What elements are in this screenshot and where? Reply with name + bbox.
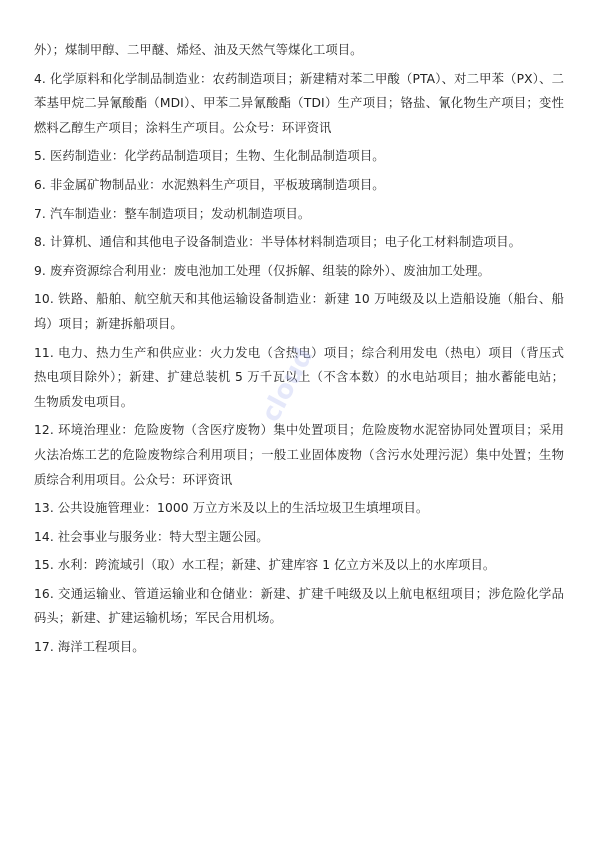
paragraph-item-4: 4. 化学原料和化学制品制造业：农药制造项目；新建精对苯二甲酸（PTA）、对二甲苯（PX）、二苯基甲烷二异氰酸酯（MDI）、甲苯二异氰酸酯（TDI）生产项目；铬盐、氰化物生产项目；变性燃料乙醇生产项目；涂料生产项目。公众号：环评资讯 bbox=[34, 71, 564, 135]
paragraph-item-7: 7. 汽车制造业：整车制造项目；发动机制造项目。 bbox=[34, 206, 311, 221]
paragraph-item-15: 15. 水利：跨流域引（取）水工程；新建、扩建库容 1 亿立方米及以上的水库项目。 bbox=[34, 558, 496, 573]
document-body bbox=[34, 38, 564, 660]
paragraph-item-9: 9. 废弃资源综合利用业：废电池加工处理（仅拆解、组装的除外）、废油加工处理。 bbox=[34, 263, 491, 278]
paragraph-item-16: 16. 交通运输业、管道运输业和仓储业：新建、扩建千吨级及以上航电枢纽项目；涉危险化学品码头；新建、扩建运输机场；军民合用机场。 bbox=[34, 586, 564, 626]
paragraph-item-13: 13. 公共设施管理业：1000 万立方米及以上的生活垃圾卫生填埋项目。 bbox=[34, 501, 429, 516]
paragraph-item-10: 10. 铁路、船舶、航空航天和其他运输设备制造业：新建 10 万吨级及以上造船设施（船台、船坞）项目；新建拆船项目。 bbox=[34, 292, 564, 331]
paragraph-item-17: 17. 海洋工程项目。 bbox=[34, 640, 145, 655]
paragraph-coal-chemical: 外）；煤制甲醇、二甲醚、烯烃、油及天然气等煤化工项目。 bbox=[34, 43, 363, 57]
paragraph-item-6: 6. 非金属矿物制品业：水泥熟料生产项目，平板玻璃制造项目。 bbox=[34, 177, 385, 192]
paragraph-item-14: 14. 社会事业与服务业：特大型主题公园。 bbox=[34, 529, 269, 544]
paragraph-item-11: 11. 电力、热力生产和供应业：火力发电（含热电）项目；综合利用发电（热电）项目（背压式热电项目除外）；新建、扩建总装机 5 万千瓦以上（不含本数）的水电站项目；抽水蓄能电站；生物质发电项目。 bbox=[34, 345, 564, 409]
paragraph-item-12: 12. 环境治理业：危险废物（含医疗废物）集中处置项目；危险废物水泥窑协同处置项目；采用火法冶炼工艺的危险废物综合利用项目；一般工业固体废物（含污水处理污泥）集中处置；生物质综合利用项目。公众号：环评资讯 bbox=[34, 423, 564, 487]
paragraph-item-8: 8. 计算机、通信和其他电子设备制造业：半导体材料制造项目；电子化工材料制造项目。 bbox=[34, 235, 522, 250]
paragraph-item-5: 5. 医药制造业：化学药品制造项目；生物、生化制品制造项目。 bbox=[34, 149, 385, 164]
watermark: cloud bbox=[255, 342, 320, 428]
